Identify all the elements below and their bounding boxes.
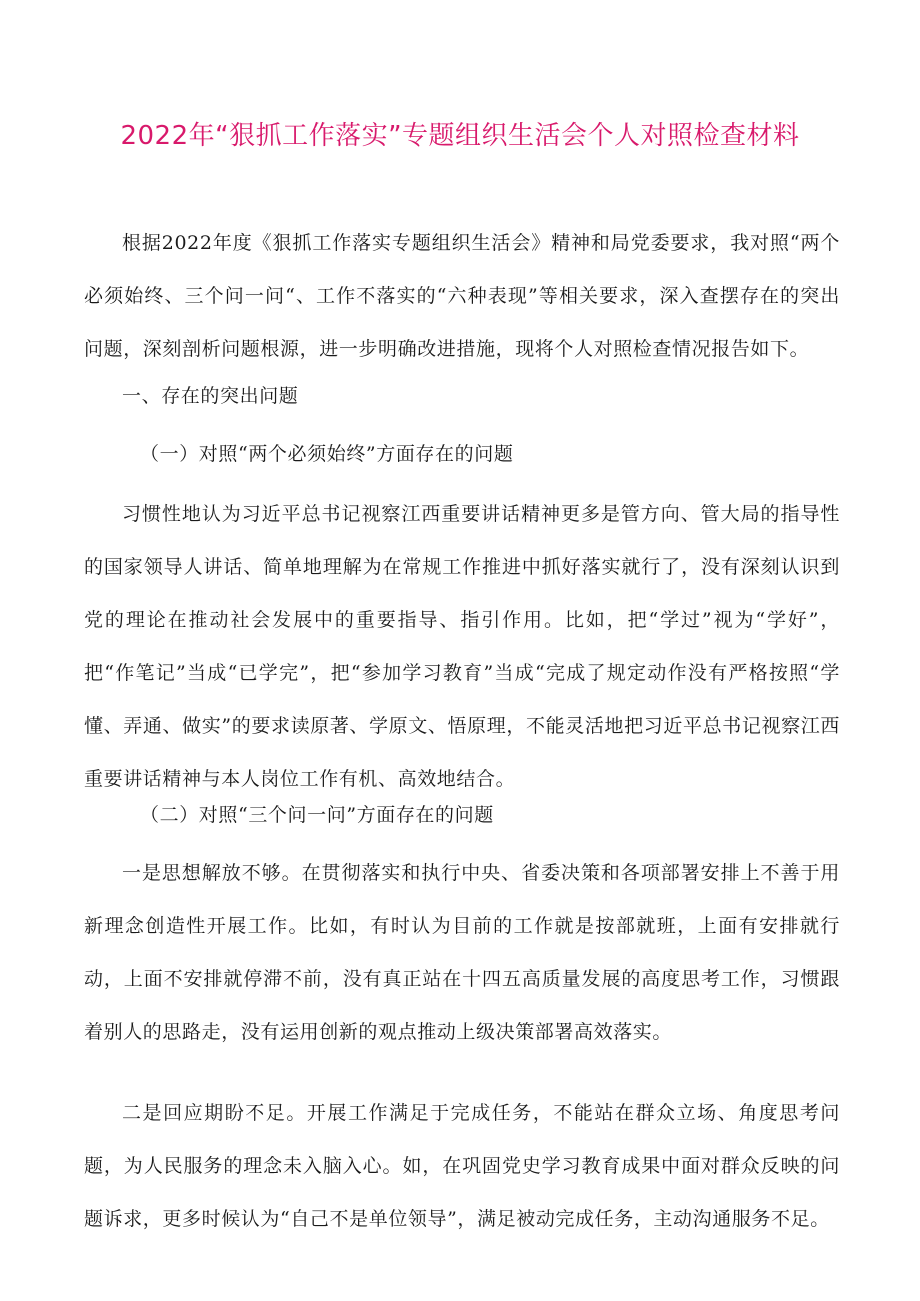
document-title: 2022年“狠抓工作落实”专题组织生活会个人对照检查材料 (120, 121, 800, 151)
subsection-heading-2: （二）对照“三个问一问”方面存在的问题 (140, 804, 494, 826)
subsection-2-paragraph-2: 二是回应期盼不足。开展工作满足于完成任务，不能站在群众立场、角度思考问题，为人民服务的理念未入脑入心。如，在巩固党史学习教育成果中面对群众反映的问题诉求，更多时候认为“自己不是单位领导”，满足被动完成任务，主动沟通服务不足。 (84, 1102, 840, 1230)
intro-paragraph: 根据2022年度《狠抓工作落实专题组织生活会》精神和局党委要求，我对照“两个必须始终、三个问一问“、工作不落实的“六种表现”等相关要求，深入查摆存在的突出问题，深刻剖析问题根源，进一步明确改进措施，现将个人对照检查情况报告如下。 (84, 232, 840, 360)
subsection-1-paragraph: 习惯性地认为习近平总书记视察江西重要讲话精神更多是管方向、管大局的指导性的国家领导人讲话、简单地理解为在常规工作推进中抓好落实就行了，没有深刻认识到党的理论在推动社会发展中的重要指导、指引作用。比如，把“学过”视为“学好”，把“作笔记”当成“已学完”，把“参加学习教育”当成“完成了规定动作没有严格按照“学懂、弄通、做实”的要求读原著、学原文、悟原理，不能灵活地把习近平总书记视察江西重要讲话精神与本人岗位工作有机、高效地结合。 (84, 503, 840, 790)
subsection-2-paragraph-1: 一是思想解放不够。在贯彻落实和执行中央、省委决策和各项部署安排上不善于用新理念创造性开展工作。比如，有时认为目前的工作就是按部就班，上面有安排就行动，上面不安排就停滞不前，没有真正站在十四五高质量发展的高度思考工作，习惯跟着别人的思路走，没有运用创新的观点推动上级决策部署高效落实。 (84, 862, 840, 1043)
section-heading-problems: 一、存在的突出问题 (122, 385, 299, 407)
subsection-heading-1: （一）对照“两个必须始终”方面存在的问题 (140, 443, 514, 465)
